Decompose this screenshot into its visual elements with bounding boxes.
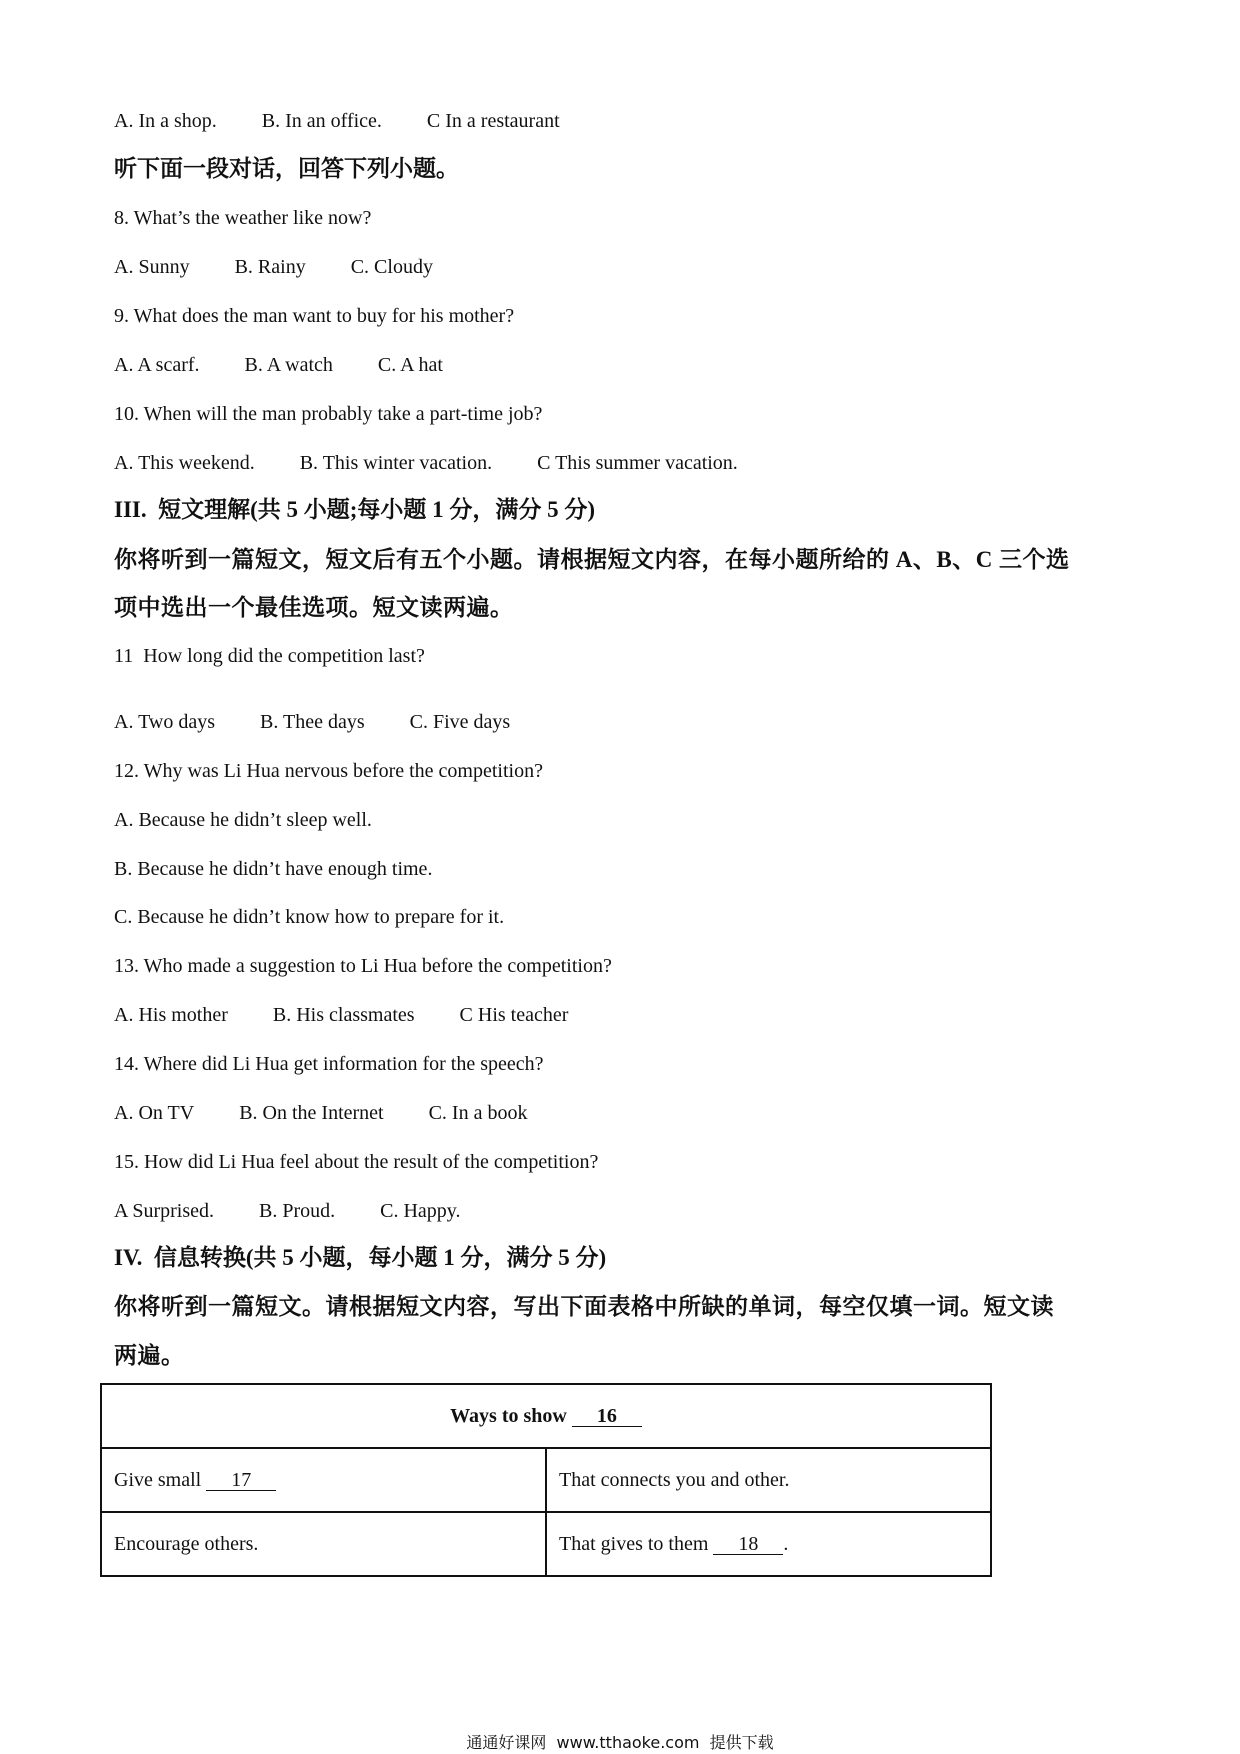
row2-right-suffix: . [783,1532,789,1555]
table-row [101,1512,991,1576]
q10-options [114,449,778,477]
dialog-instruction: 听下面一段对话，回答下列小题。 [114,156,459,181]
table-cell-encourage: Encourage others. [101,1512,546,1576]
row1-left-prefix: Give small [114,1468,202,1491]
q14-question: 14. Where did Li Hua get information for the speech? [114,1053,544,1075]
table-header-prefix: Ways to show [450,1404,567,1427]
q7-option-c: C In a restaurant [426,110,560,132]
q8-options [114,253,473,281]
section3-instruction-line1: 你将听到一篇短文，短文后有五个小题。请根据短文内容，在每小题所给的 A、B、C 三个选 [114,547,1070,572]
q13-option-c: C His teacher [459,1004,569,1026]
q8-question: 8. What’s the weather like now? [114,207,372,229]
q14-option-b: B. On the Internet [239,1102,384,1124]
q14-option-c: C. In a book [428,1102,528,1124]
q15-option-c: C. Happy. [380,1200,461,1222]
q12-option-a: A. Because he didn’t sleep well. [114,809,372,831]
q15-options [114,1197,501,1225]
section4-heading: IV. 信息转换(共 5 小题，每小题 1 分，满分 5 分) [114,1245,607,1270]
q10-option-a: A. This weekend. [114,452,255,474]
q12-option-c: C. Because he didn’t know how to prepare for it. [114,906,505,928]
info-table [100,1383,992,1577]
q13-question: 13. Who made a suggestion to Li Hua before the competition? [114,955,612,977]
q14-options [114,1099,567,1127]
q13-option-b: B. His classmates [272,1004,415,1026]
q11-question: 11 How long did the competition last? [114,645,425,667]
table-cell-give-small [101,1448,546,1512]
q8-option-a: A. Sunny [114,256,190,278]
q12-question: 12. Why was Li Hua nervous before the competition? [114,760,543,782]
table-header-row [101,1384,991,1448]
q9-options [114,351,483,379]
section3-heading: III. 短文理解(共 5 小题;每小题 1 分，满分 5 分) [114,497,596,522]
blank-18[interactable]: 18 [713,1534,783,1555]
row2-right-prefix: That gives to them [559,1532,709,1555]
q11-option-b: B. Thee days [260,711,365,733]
blank-17[interactable]: 17 [206,1470,276,1491]
section4-instruction-line2: 两遍。 [114,1343,185,1368]
q7-option-a: A. In a shop. [114,110,217,132]
q10-question: 10. When will the man probably take a part-time job? [114,403,543,425]
q9-option-b: B. A watch [244,354,333,376]
q11-option-a: A. Two days [114,711,216,733]
q11-options [114,708,550,736]
q13-option-a: A. His mother [114,1004,228,1026]
table-cell-gives [546,1512,991,1576]
q13-options [114,1001,608,1029]
blank-16[interactable]: 16 [572,1406,642,1427]
q8-option-c: C. Cloudy [350,256,433,278]
table-cell-connects: That connects you and other. [546,1448,991,1512]
q10-option-b: B. This winter vacation. [299,452,493,474]
q14-option-a: A. On TV [114,1102,195,1124]
page-footer: 通通好课网 www.tthaoke.com 提供下载 [466,1733,774,1752]
table-row [101,1448,991,1512]
q11-option-c: C. Five days [409,711,511,733]
q12-option-b: B. Because he didn’t have enough time. [114,858,433,880]
q15-question: 15. How did Li Hua feel about the result of the competition? [114,1151,599,1173]
section3-instruction-line2: 项中选出一个最佳选项。短文读两遍。 [114,595,514,620]
q9-question: 9. What does the man want to buy for his mother? [114,305,515,327]
section4-instruction-line1: 你将听到一篇短文。请根据短文内容，写出下面表格中所缺的单词，每空仅填一词。短文读 [114,1294,1054,1319]
q15-option-b: B. Proud. [259,1200,336,1222]
q9-option-c: C. A hat [377,354,443,376]
q15-option-a: A Surprised. [114,1200,214,1222]
q9-option-a: A. A scarf. [114,354,200,376]
q8-option-b: B. Rainy [234,256,306,278]
q7-options [114,107,600,135]
q10-option-c: C This summer vacation. [537,452,738,474]
table-header-cell [101,1384,991,1448]
q7-option-b: B. In an office. [261,110,382,132]
